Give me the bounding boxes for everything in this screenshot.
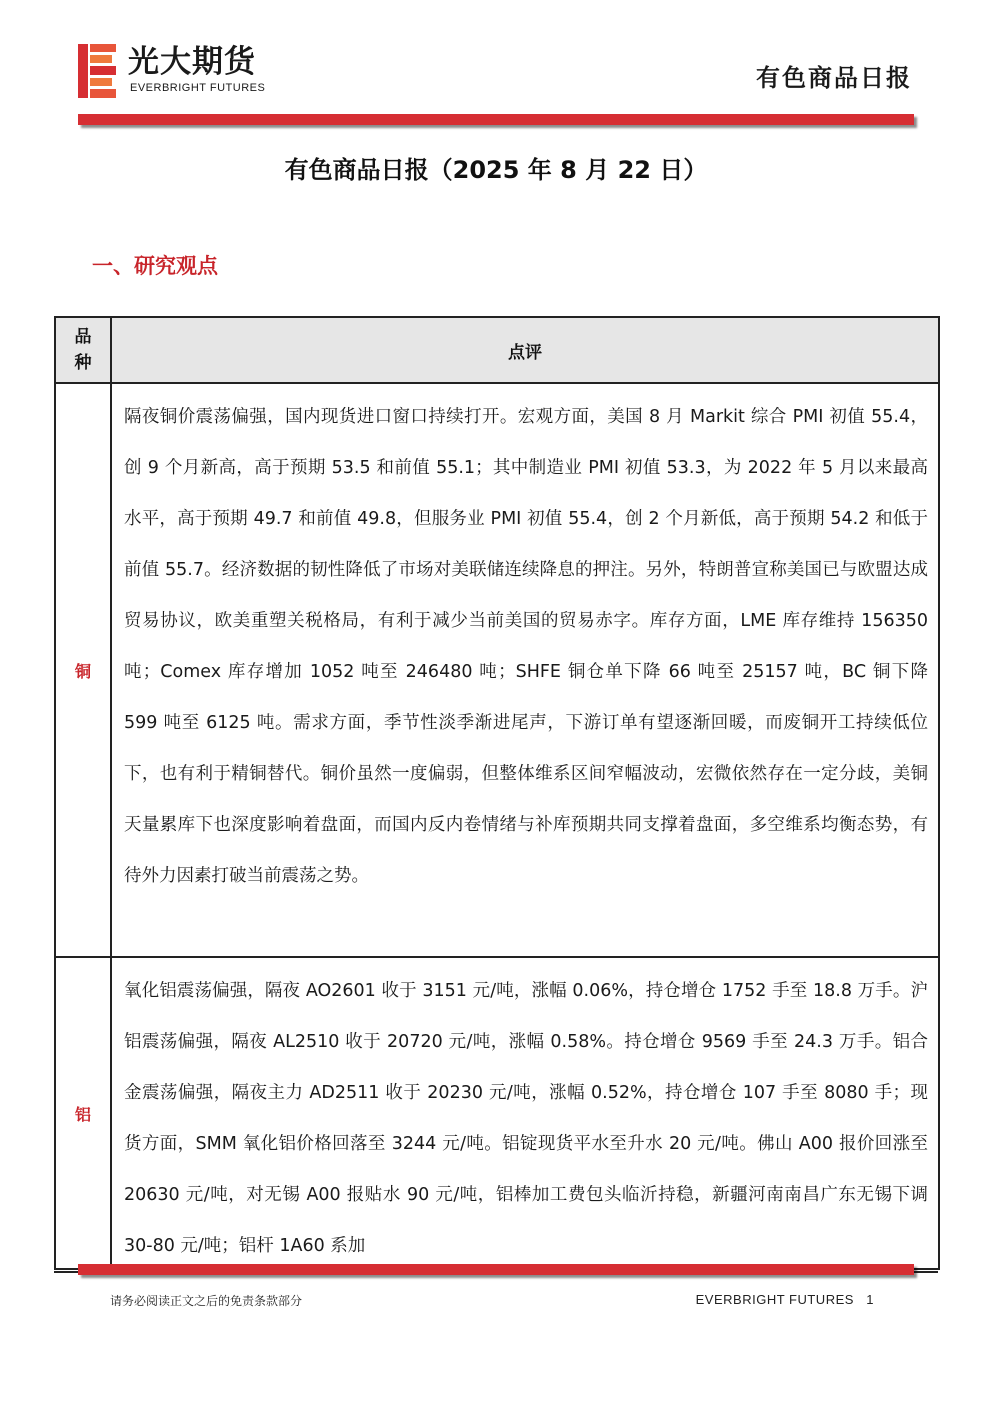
- header-comment: 点评: [111, 317, 939, 383]
- comment-text: 氧化铝震荡偏强，隔夜 AO2601 收于 3151 元/吨，涨幅 0.06%，持仓增仓 1752 手至 18.8 万手。沪铝震荡偏强，隔夜 AL2510 收于 20720 元/吨，涨幅 0.58%。持仓增仓 9569 手至 24.3 万手。铝合金震荡偏强，隔夜主力 AD2511 收于 20230 元/吨，涨幅 0.52%，持仓增仓 107 手至 8080 手；现货方面，SMM 氧化铝价格回落至 3244 元/吨。铝锭现货平水至升水 20 元/吨。佛山 A00 报价回涨至 20630 元/吨，对无锡 A00 报贴水 90 元/吨，铝棒加工费包头临沂持稳，新疆河南南昌广东无锡下调 30-80 元/吨；铝杆 1A60 系加: [124, 981, 928, 1256]
- variety-cell: 铝: [55, 957, 111, 1269]
- header-variety-label: [75, 327, 92, 373]
- header-variety-char: 种: [74, 353, 92, 373]
- footer-brand: [696, 1292, 874, 1307]
- footer-divider: [78, 1264, 914, 1275]
- comment-cell: 隔夜铜价震荡偏强，国内现货进口窗口持续打开。宏观方面，美国 8 月 Markit 综合 PMI 初值 55.4，创 9 个月新高，高于预期 53.5 和前值 55.1；其中制造业 PMI 初值 53.3，为 2022 年 5 月以来最高水平，高于预期 49.7 和前值 49.8，但服务业 PMI 初值 55.4，创 2 个月新低，高于预期 54.2 和低于前值 55.7。经济数据的韧性降低了市场对美联储连续降息的押注。另外，特朗普宣称美国已与欧盟达成贸易协议，欧美重塑关税格局，有利于减少当前美国的贸易赤字。库存方面，LME 库存维持 156350 吨；Comex 库存增加 1052 吨至 246480 吨；SHFE 铜仓单下降 66 吨至 25157 吨，BC 铜下降 599 吨至 6125 吨。需求方面，季节性淡季渐进尾声，下游订单有望逐渐回暖，而废铜开工持续低位下，也有利于精铜替代。铜价虽然一度偏弱，但整体维系区间窄幅波动，宏微依然存在一定分歧，美铜天量累库下也深度影响着盘面，而国内反内卷情绪与补库预期共同支撑着盘面，多空维系均衡态势，有待外力因素打破当前震荡之势。: [111, 383, 939, 957]
- logo-text-cn: 光大期货: [128, 44, 256, 80]
- document-title: 有色商品日报（2025 年 8 月 22 日）: [284, 156, 708, 184]
- everbright-logo-icon: [78, 44, 116, 98]
- section-heading: 一、研究观点: [92, 254, 218, 278]
- table-row: [55, 957, 939, 1269]
- comment-cell: [111, 957, 939, 1269]
- research-table: [54, 316, 940, 1270]
- footer-disclaimer: 请务必阅读正文之后的免责条款部分: [110, 1294, 303, 1308]
- variety-cell: 铜: [55, 383, 111, 957]
- logo-text-en: EVERBRIGHT FUTURES: [130, 82, 266, 94]
- report-name: 有色商品日报: [756, 64, 912, 92]
- page-header: [0, 0, 992, 130]
- table-row: [55, 383, 939, 957]
- table-header-row: [55, 317, 939, 383]
- page-number: 1: [866, 1292, 874, 1307]
- header-variety: [55, 317, 111, 383]
- header-divider: [78, 114, 914, 125]
- header-variety-char: 品: [74, 327, 92, 347]
- footer-brand-text: EVERBRIGHT FUTURES: [695, 1292, 854, 1307]
